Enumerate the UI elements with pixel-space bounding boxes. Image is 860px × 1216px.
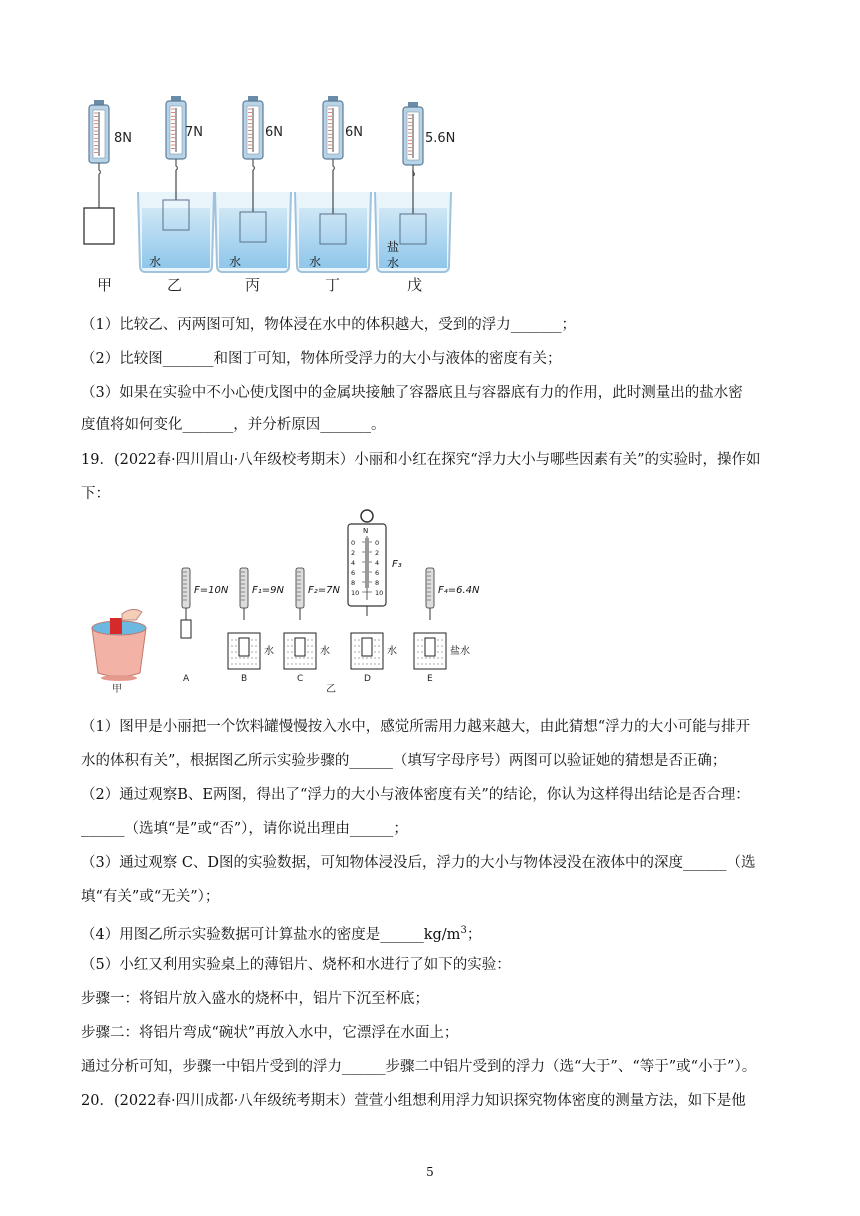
- figure-experiment-steps: [86, 508, 482, 694]
- q19-part4: （4）用图乙所示实验数据可计算盐水的密度是$\_\_\_\_\_\_kg/m^3$；: [81, 925, 482, 943]
- page-number: 5: [426, 1165, 434, 1179]
- scale-tick-label: 10: [351, 589, 360, 597]
- scale-hook-top: [171, 96, 181, 101]
- step-label: E: [427, 674, 433, 684]
- q19-step1: 步骤一：将铝片放入盛水的烧杯中，铝片下沉至杯底；: [81, 991, 429, 1007]
- fig1-liquid-label: 盐: [387, 240, 400, 254]
- fig1-liquid-label: 水: [149, 255, 162, 269]
- scale-hook: [176, 159, 178, 170]
- scale-hook-top: [94, 100, 104, 105]
- fig1-caption: 乙: [167, 276, 183, 294]
- force-label: F₁=9N: [252, 585, 284, 596]
- q20-heading: 20．(2022春·四川成都·八年级统考期末）萱萱小组想利用浮力知识探究物体密度的测量方法，如下是他: [81, 1093, 746, 1109]
- fig1-reading: 7N: [185, 125, 203, 140]
- fig1-liquid-label: 水: [309, 255, 322, 269]
- q19-heading-line2: 下：: [81, 486, 110, 502]
- scale-tick-label: 10: [375, 589, 384, 597]
- scale-hook-top: [248, 96, 258, 101]
- fig1-liquid-label: 水: [387, 256, 400, 270]
- fig2-label-yi: 乙: [326, 684, 336, 694]
- scale-tick-label: 4: [351, 559, 356, 567]
- fig1-reading: 5.6N: [425, 131, 456, 146]
- scale-tick-label: 0: [351, 539, 356, 547]
- bucket-illustration: [92, 609, 146, 681]
- step-label: D: [364, 674, 371, 684]
- q19-part3-line2: 填“有关”或“无关”）；: [81, 889, 220, 905]
- step-label: A: [183, 674, 190, 684]
- block: [181, 620, 191, 638]
- scale-tick-label: 6: [351, 569, 356, 577]
- liquid-label: 水: [387, 646, 397, 657]
- fig1-caption: 丁: [325, 276, 341, 294]
- figure-spring-scales-beakers: [81, 90, 461, 300]
- q19-part2-line1: （2）通过观察B、E两图，得出了“浮力的大小与液体密度有关”的结论，你认为这样得出结论是否合理：: [81, 787, 750, 803]
- fig1-caption: 丙: [245, 276, 261, 294]
- force-label: F=10N: [194, 585, 229, 596]
- block: [295, 638, 305, 656]
- block: [239, 638, 249, 656]
- fig1-reading: 6N: [345, 125, 363, 140]
- force-label: F₂=7N: [308, 585, 340, 596]
- fig2-label-jia: 甲: [112, 684, 122, 694]
- q18-part1: （1）比较乙、丙两图可知，物体浸在水中的体积越大，受到的浮力_______；: [81, 317, 576, 333]
- scale-hook-top: [408, 102, 418, 107]
- q18-part2: （2）比较图_______和图丁可知，物体所受浮力的大小与液体的密度有关；: [81, 351, 562, 367]
- force-label-f3: F₃: [392, 559, 402, 570]
- liquid-label: 盐水: [450, 646, 470, 657]
- q18-part3-line2: 度值将如何变化_______，并分析原因_______。: [81, 417, 386, 433]
- large-spring-scale: [348, 510, 386, 616]
- scale-hook: [99, 163, 101, 174]
- q19-conclusion: 通过分析可知，步骤一中铝片受到的浮力______步骤二中铝片受到的浮力（选“大于”、“等于”或“小于”）。: [81, 1059, 757, 1075]
- scale-tick-label: 2: [375, 549, 380, 557]
- svg-text:N: N: [363, 527, 369, 535]
- q19-part3-line1: （3）通过观察 C、D图的实验数据，可知物体浸没后，浮力的大小与物体浸没在液体中的深度______（选: [81, 855, 756, 871]
- scale-tick-label: 2: [351, 549, 356, 557]
- scale-tick-label: 8: [351, 579, 356, 587]
- q19-heading-line1: 19．(2022春·四川眉山·八年级校考期末）小丽和小红在探究“浮力大小与哪些因素有关”的实验时，操作如: [81, 452, 761, 468]
- scale-hook-top: [328, 96, 338, 101]
- q19-part5: （5）小红又利用实验桌上的薄铝片、烧杯和水进行了如下的实验：: [81, 957, 511, 973]
- fig1-caption: 甲: [97, 276, 113, 294]
- q19-part2-line2: ______（选填“是”或“否”），请你说出理由______；: [81, 821, 408, 837]
- q19-step2: 步骤二：将铝片弯成“碗状”再放入水中，它漂浮在水面上；: [81, 1025, 459, 1041]
- step-label: C: [297, 674, 304, 684]
- scale-hook: [253, 159, 255, 170]
- fig1-reading: 8N: [114, 131, 132, 146]
- scale-hook: [333, 159, 335, 170]
- scale-tick-label: 8: [375, 579, 380, 587]
- force-label: F₄=6.4N: [438, 585, 480, 596]
- block: [362, 638, 372, 656]
- fig1-liquid-label: 水: [229, 255, 242, 269]
- step-label: B: [241, 674, 248, 684]
- liquid-label: 水: [320, 646, 330, 657]
- block: [425, 638, 435, 656]
- q19-part1-line2: 水的体积有关”，根据图乙所示实验步骤的______（填写字母序号）两图可以验证她的猜想是否正确；: [81, 753, 727, 769]
- fig1-caption: 戊: [407, 276, 423, 294]
- metal-block: [84, 208, 114, 244]
- scale-tick-label: 4: [375, 559, 380, 567]
- scale-tick-label: 0: [375, 539, 380, 547]
- fig1-reading: 6N: [265, 125, 283, 140]
- q19-part1-line1: （1）图甲是小丽把一个饮料罐慢慢按入水中，感觉所需用力越来越大，由此猜想“浮力的大小可能与排开: [81, 719, 751, 735]
- liquid-label: 水: [264, 646, 274, 657]
- q18-part3-line1: （3）如果在实验中不小心使戊图中的金属块接触了容器底且与容器底有力的作用，此时测量出的盐水密: [81, 385, 743, 401]
- scale-tick-label: 6: [375, 569, 380, 577]
